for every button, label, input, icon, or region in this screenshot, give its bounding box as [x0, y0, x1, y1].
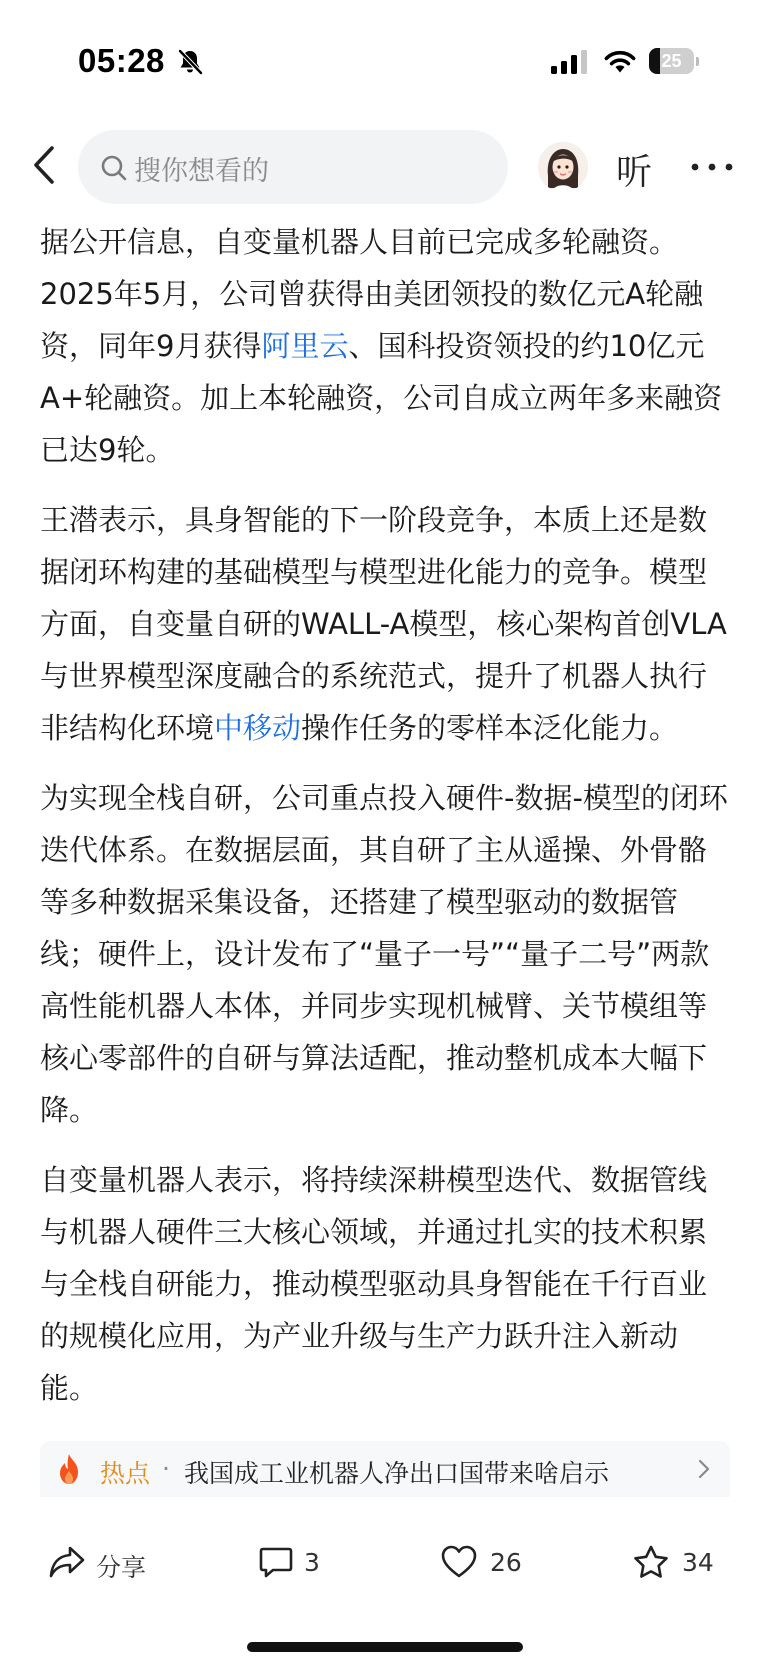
search-placeholder: 搜你想看的 — [134, 156, 269, 187]
search-icon — [100, 154, 128, 182]
paragraph-text: 据公开信息，自变量机器人目前已完成多轮融资。2025年5月，公司曾获得由美团领投的数亿元A轮融资，同年9月获得 — [40, 225, 704, 363]
home-indicator — [247, 1642, 523, 1652]
favorite-button[interactable] — [632, 1520, 742, 1610]
like-button[interactable] — [440, 1520, 550, 1610]
paragraph-text: 、国科投资领投的约10亿元A+轮融资。加上本轮融资，公司自成立两年多来融资已达9轮。 — [40, 329, 723, 467]
flame-icon — [56, 1453, 82, 1485]
bottom-action-bar — [0, 1520, 768, 1610]
avatar-illustration — [538, 142, 588, 192]
hot-separator: · — [162, 1454, 170, 1483]
wifi-icon — [603, 48, 637, 74]
nav-bar — [0, 126, 768, 210]
star-icon — [632, 1544, 670, 1580]
paragraph-text: 王潜表示，具身智能的下一阶段竞争，本质上还是数据闭环构建的基础模型与模型进化能力的竞争。模型方面，自变量自研的WALL-A模型，核心架构首创VLA与世界模型深度融合的系统范式，提升了机器人执行非结构化环境 — [40, 503, 727, 745]
share-label: 分享 — [96, 1553, 147, 1582]
article-paragraph-4: 自变量机器人表示，将持续深耕模型迭代、数据管线与机器人硬件三大核心领域，并通过扎实的技术积累与全栈自研能力，推动模型驱动具身智能在千行百业的规模化应用，为产业升级与生产力跃升注入新动能。 — [40, 1163, 708, 1405]
article-paragraph-2 — [40, 494, 730, 754]
battery-cap — [696, 57, 699, 66]
search-input[interactable] — [78, 130, 508, 204]
status-bar — [0, 0, 768, 120]
listen-button[interactable]: 听 — [616, 152, 653, 193]
share-button[interactable] — [44, 1520, 164, 1610]
chevron-left-icon[interactable] — [26, 140, 66, 190]
chevron-right-icon — [696, 1457, 712, 1481]
status-time: 05:28 — [78, 42, 165, 79]
favorite-count: 34 — [682, 1548, 714, 1577]
entity-link-aliyun[interactable]: 阿里云 — [261, 329, 349, 363]
bell-off-icon — [176, 48, 204, 76]
article-paragraph-1 — [40, 216, 730, 476]
more-dots-icon[interactable] — [690, 154, 734, 180]
battery-level: 25 — [661, 51, 682, 71]
avatar[interactable] — [538, 142, 588, 192]
share-icon — [48, 1544, 86, 1580]
article-paragraph-3: 为实现全栈自研，公司重点投入硬件-数据-模型的闭环迭代体系。在数据层面，其自研了主从遥操、外骨骼等多种数据采集设备，还搭建了模型驱动的数据管线；硬件上，设计发布了“量子一号”“量子二号”两款高性能机器人本体，并同步实现机械臂、关节模组等核心零部件的自研与算法适配，推动整机成本大幅下降。 — [40, 781, 728, 1127]
comment-count: 3 — [304, 1548, 320, 1577]
hot-topic-title: 我国成工业机器人净出口国带来啥启示 — [184, 1459, 610, 1488]
paragraph-text: 操作任务的零样本泛化能力。 — [301, 711, 679, 745]
cellular-signal-icon — [551, 50, 587, 74]
entity-link-china-mobile[interactable]: 中移动 — [214, 711, 302, 745]
like-count: 26 — [490, 1548, 522, 1577]
battery-body — [649, 48, 694, 74]
comment-icon — [258, 1544, 294, 1580]
comment-button[interactable] — [256, 1520, 366, 1610]
heart-icon — [440, 1544, 478, 1580]
battery-icon — [649, 48, 701, 74]
hot-label: 热点 — [100, 1459, 151, 1488]
hot-topic-banner[interactable] — [40, 1441, 730, 1497]
article-body — [40, 216, 730, 1432]
